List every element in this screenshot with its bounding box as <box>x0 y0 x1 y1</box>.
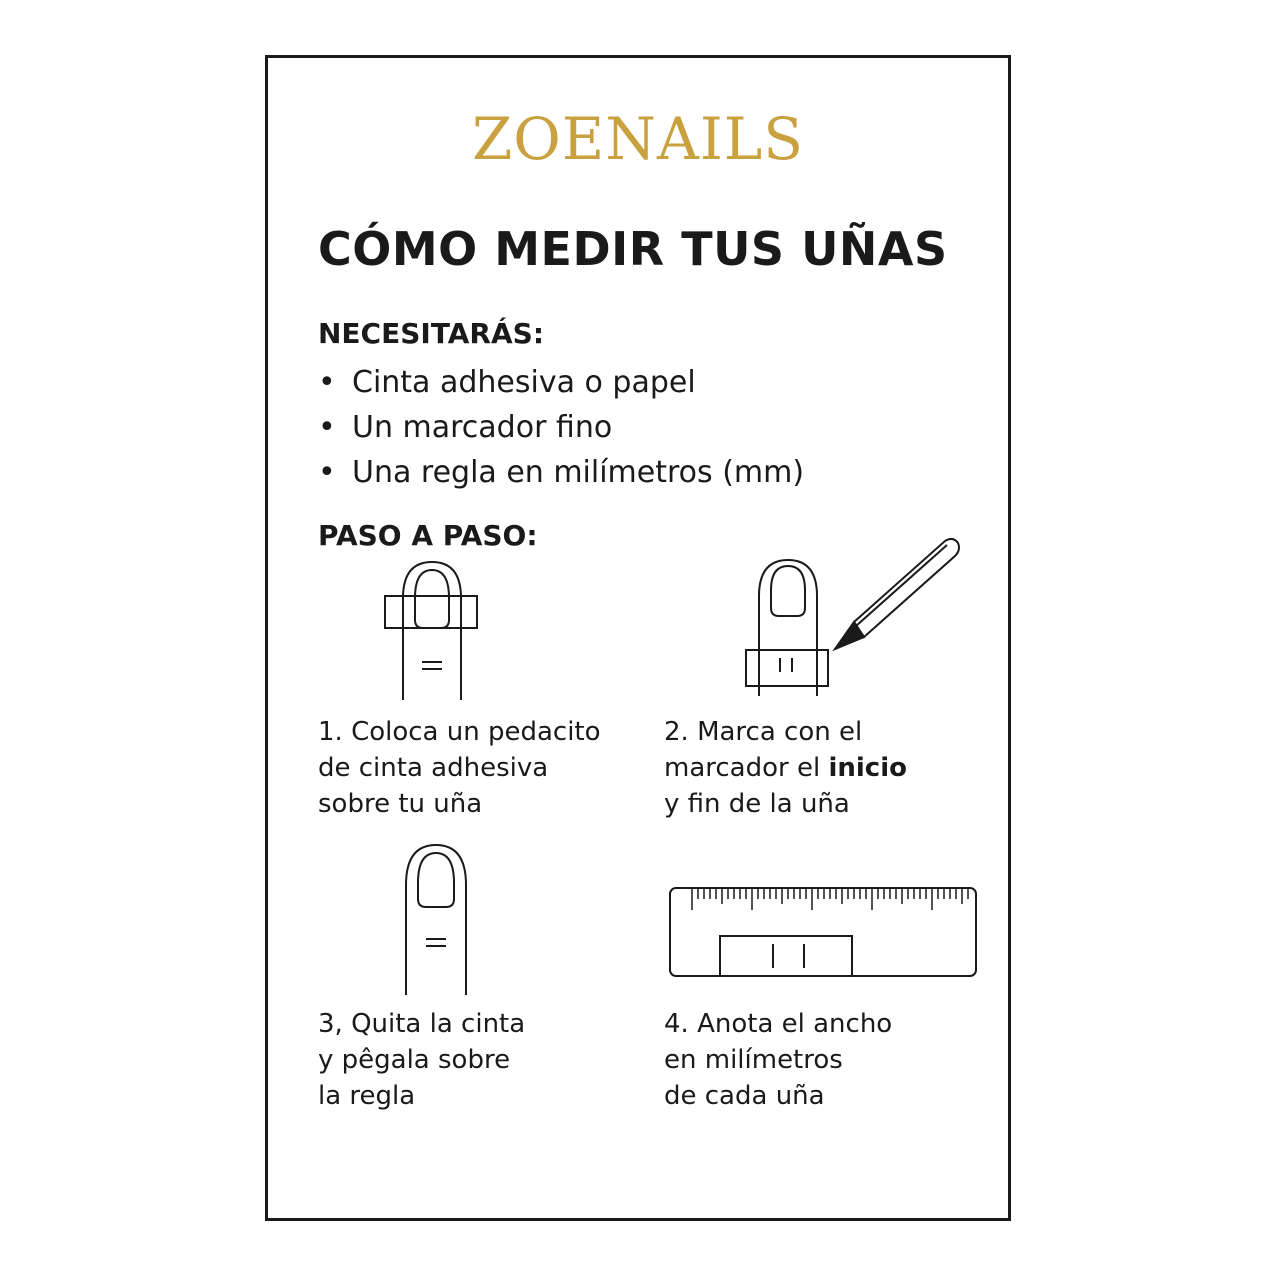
finger-marked-tape-pen-icon <box>738 538 978 713</box>
steps-heading: PASO A PASO: <box>318 519 538 552</box>
finger-icon <box>386 843 486 1003</box>
step-2-text: 2. Marca con el marcador el inicio y fin de la uña <box>664 717 907 819</box>
ruler-with-tape-icon <box>668 886 978 978</box>
step-1-text: 1. Coloca un pedacito de cinta adhesiva sobre tu uña <box>318 717 601 819</box>
page-title: CÓMO MEDIR TUS UÑAS <box>318 222 948 276</box>
step-4-text: 4. Anota el ancho en milímetros de cada uña <box>664 1009 893 1111</box>
list-item: • Cinta adhesiva o papel <box>318 365 696 400</box>
list-item: • Una regla en milímetros (mm) <box>318 455 805 490</box>
list-item: • Un marcador fino <box>318 410 613 445</box>
instruction-card <box>265 55 1011 1221</box>
needs-heading: NECESITARÁS: <box>318 317 545 350</box>
needs-list <box>318 360 804 495</box>
step-3-text: 3, Quita la cinta y pêgala sobre la regla <box>318 1009 526 1111</box>
brand-logo: ZOENAILS <box>472 105 804 173</box>
finger-with-tape-icon <box>382 558 482 708</box>
